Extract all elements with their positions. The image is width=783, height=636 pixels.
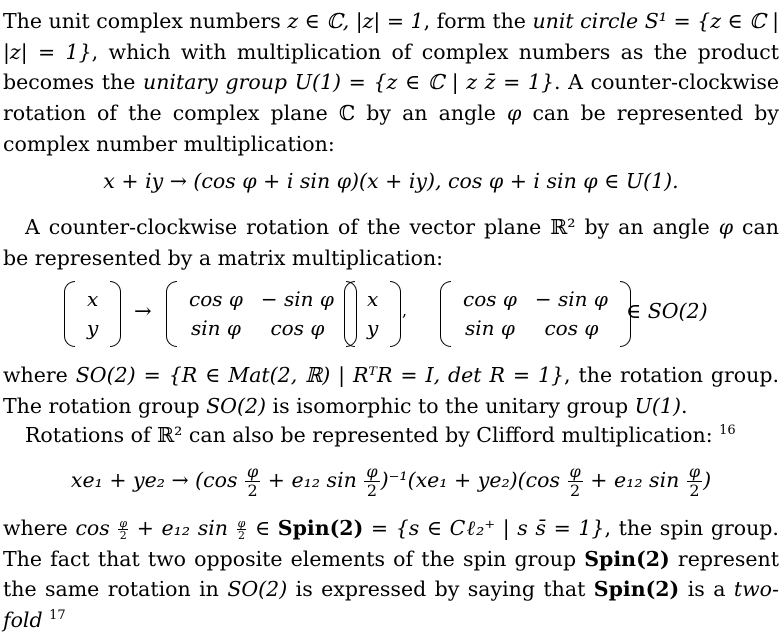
text: is a [687,577,726,602]
math-R2: ℝ² [550,215,576,239]
paragraph-spin-group [3,513,779,636]
rotation-matrix [166,285,357,343]
math-spin2: Spin(2) [277,516,364,540]
text: where [3,363,68,387]
term-unit-circle: unit circle [532,9,639,33]
m12: − sin φ [534,287,608,311]
text: is expressed by saying that [295,577,586,602]
text: where [3,516,68,540]
numerator: φ [688,462,701,481]
text: A counter-clockwise rotation of the vector plane [25,215,542,239]
denominator: 2 [119,529,127,542]
math-z-in-C: z ∈ ℂ, |z| = 1 [287,9,424,33]
in-so2-text: ∈ SO(2) [626,299,708,323]
term-two-fold: two-fold [3,577,779,633]
m11: cos φ [463,287,517,311]
math-so2: SO(2) [206,393,266,418]
text: by an angle [366,101,496,126]
footnote-16: 16 [719,423,736,438]
paragraph-so2 [3,360,779,421]
m22: cos φ [544,316,599,340]
vector-xy-2 [344,285,401,343]
m21: sin φ [190,316,241,340]
footnote-17: 17 [49,608,66,624]
paragraph-vector-plane [3,212,779,273]
denominator: 2 [366,481,378,500]
frac-phi-2 [687,463,702,500]
numerator: φ [569,462,581,481]
numerator: φ [237,517,246,530]
equation-clifford [3,458,779,502]
m21: sin φ [464,316,515,340]
math-cos: cos [75,516,110,540]
math-S1-def: S¹ = {z ∈ ℂ | |z| = 1} [3,9,779,64]
arrow: → [134,299,152,323]
text: can also be represented by Clifford multiplication: [188,423,713,447]
numerator: φ [366,462,378,481]
vector-xy [64,285,121,343]
denominator: 2 [247,481,258,500]
vec-x: x [367,287,379,311]
vec-x: x [87,287,99,311]
denominator: 2 [570,481,581,500]
text: , the rotation group. The rotation group [3,363,779,418]
eq-part: + e₁₂ sin [267,468,357,492]
numerator: φ [119,517,128,530]
vec-y: y [367,316,379,340]
text: can be represented by a matrix multiplication: [3,215,779,270]
frac-phi-2 [364,463,379,500]
text: , which with multiplication of complex numbers as the product becomes the [3,39,779,95]
text: can be represented by complex number multiplication: [3,101,779,156]
math-so2: SO(2) [227,577,288,602]
math-so2-set: SO(2) = {R ∈ Mat(2, ℝ) | RᵀR = I, det R = 1} [75,363,565,387]
math-R2: ℝ² [157,423,183,447]
text: , the spin group. The fact that two opposite elements of the spin group [3,516,779,571]
paragraph-clifford [25,420,783,450]
math-phi: φ [506,101,522,126]
math-in: ∈ [254,516,271,540]
text: The unit complex numbers [3,9,281,33]
frac-phi-2 [568,463,583,500]
numerator: φ [247,462,259,481]
math-u1: U(1) [634,393,681,418]
text: . A counter-clockwise rotation of the complex plane [3,70,779,126]
text: represent the same rotation in [3,546,779,602]
eq-part: + e₁₂ sin [590,468,680,492]
math-phi: φ [718,215,734,239]
vec-y: y [87,316,99,340]
equation-text: x + iy → (cos φ + i sin φ)(x + iy), cos φ + i sin φ ∈ U(1). [103,169,679,193]
equation-matrix-rotation [0,285,783,365]
math-e12-sin: + e₁₂ sin [136,516,229,540]
m22: cos φ [270,316,325,340]
text: Rotations of [25,423,151,447]
eq-mid: )⁻¹(xe₁ + ye₂)(cos [380,468,561,492]
math-spin-set: = {s ∈ Cℓ₂⁺ | s s̄ = 1} [370,516,605,540]
comma: , [402,301,408,320]
text: by an angle [584,215,710,239]
term-unitary-group: unitary group [143,70,288,95]
text: is isomorphic to the unitary group [272,393,629,418]
denominator: 2 [689,481,700,500]
text: , form the [423,9,526,33]
paragraph-unit-circle [3,6,779,160]
eq-lhs: xe₁ + ye₂ → (cos [70,468,238,492]
math-U1-def: U(1) = {z ∈ ℂ | z z̄ = 1} [294,70,555,95]
equation-complex-rotation [3,166,779,196]
small-frac-phi-2 [237,518,247,541]
rotation-matrix-2 [440,285,631,343]
denominator: 2 [237,529,245,542]
text: . [680,393,688,418]
math-C: ℂ [338,101,356,126]
in-so2 [626,299,708,323]
m11: cos φ [189,287,243,311]
math-spin2: Spin(2) [593,577,680,602]
math-spin2: Spin(2) [584,546,670,571]
m12: − sin φ [260,287,334,311]
small-frac-phi-2 [118,518,128,541]
eq-close: ) [703,468,712,492]
frac-phi-2 [245,463,260,500]
